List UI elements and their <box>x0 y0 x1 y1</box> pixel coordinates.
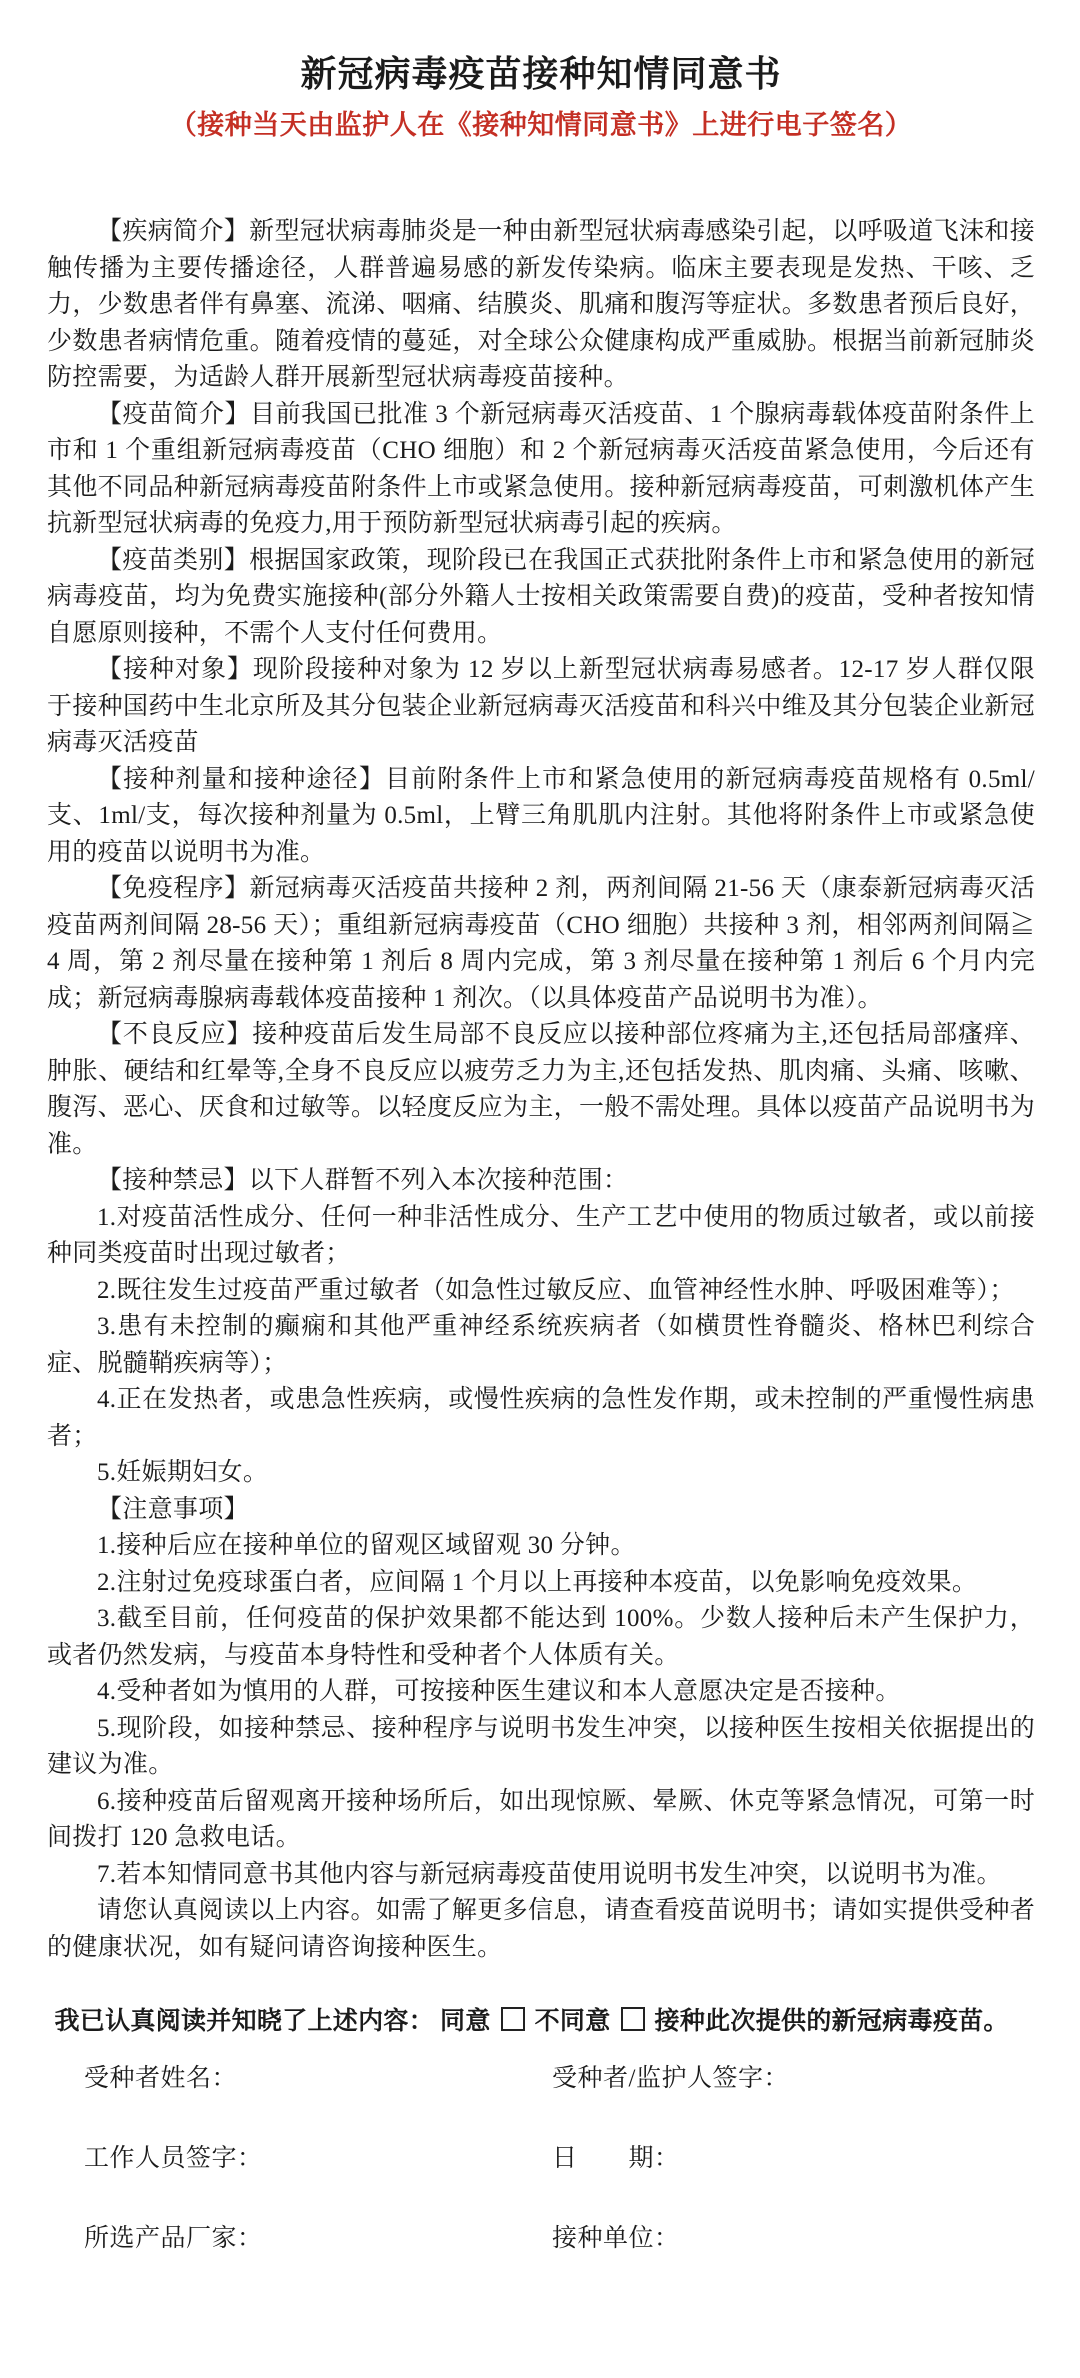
vaccination-unit-label[interactable]: 接种单位： <box>552 2225 680 2252</box>
para-precaution-3: 3.截至目前，任何疫苗的保护效果都不能达到 100%。少数人接种后未产生保护力，或者仍然发病，与疫苗本身特性和受种者个人体质有关。 <box>47 1605 1035 1669</box>
document-subtitle: （接种当天由监护人在《接种知情同意书》上进行电子签名） <box>169 110 913 140</box>
selected-product-manufacturer-label[interactable]: 所选产品厂家： <box>84 2225 263 2252</box>
para-contraindication-3: 3.患有未控制的癫痫和其他严重神经系统疾病者（如横贯性脊髓炎、格林巴利综合症、脱髓鞘疾病等）； <box>47 1313 1035 1377</box>
staff-signature-label[interactable]: 工作人员签字： <box>84 2145 263 2172</box>
para-precaution-4: 4.受种者如为慎用的人群，可按接种医生建议和本人意愿决定是否接种。 <box>97 1678 901 1705</box>
disagree-checkbox[interactable] <box>621 2007 645 2031</box>
para-contraindication-5: 5.妊娠期妇女。 <box>97 1459 269 1486</box>
signature-section <box>47 2058 1035 2298</box>
disagree-label: 不同意 <box>534 2008 611 2035</box>
para-vaccine-intro: 【疫苗简介】目前我国已批准 3 个新冠病毒灭活疫苗、1 个腺病毒载体疫苗附条件上市和 1 个重组新冠病毒疫苗（CHO 细胞）和 2 个新冠病毒灭活疫苗紧急使用，今后还有其他不同品种新冠病毒疫苗附条件上市或紧急使用。接种新冠病毒疫苗，可刺激机体产生抗新型冠状病毒的免疫力,用于预防新型冠状病毒引起的疾病。 <box>47 400 1035 537</box>
para-closing-note: 请您认真阅读以上内容。如需了解更多信息，请查看疫苗说明书；请如实提供受种者的健康状况，如有疑问请咨询接种医生。 <box>47 1897 1035 1961</box>
para-precaution-6: 6.接种疫苗后留观离开接种场所后，如出现惊厥、晕厥、休克等紧急情况，可第一时间拨打 120 急救电话。 <box>47 1787 1035 1851</box>
para-precaution-2: 2.注射过免疫球蛋白者，应间隔 1 个月以上再接种本疫苗，以免影响免疫效果。 <box>97 1568 978 1596</box>
agree-label: 同意 <box>440 2008 491 2035</box>
para-precaution-1: 1.接种后应在接种单位的留观区域留观 30 分钟。 <box>97 1532 636 1559</box>
para-contraindications-header: 【接种禁忌】以下人群暂不列入本次接种范围： <box>97 1167 629 1194</box>
para-target-population: 【接种对象】现阶段接种对象为 12 岁以上新型冠状病毒易感者。12-17 岁人群仅限于接种国药中生北京所及其分包装企业新冠病毒灭活疫苗和科兴中维及其分包装企业新冠病毒灭活疫苗 <box>47 656 1035 756</box>
para-adverse-reactions: 【不良反应】接种疫苗后发生局部不良反应以接种部位疼痛为主,还包括局部瘙痒、肿胀、硬结和红晕等,全身不良反应以疲劳乏力为主,还包括发热、肌肉痛、头痛、咳嗽、腹泻、恶心、厌食和过敏等。以轻度反应为主，一般不需处理。具体以疫苗产品说明书为准。 <box>47 1021 1035 1158</box>
signature-row-1 <box>47 2058 1035 2090</box>
para-immunization-schedule: 【免疫程序】新冠病毒灭活疫苗共接种 2 剂，两剂间隔 21-56 天（康泰新冠病毒灭活疫苗两剂间隔 28-56 天）；重组新冠病毒疫苗（CHO 细胞）共接种 3 剂，相邻两剂间隔≧ 4 周，第 2 剂尽量在接种第 1 剂后 8 周内完成，第 3 剂尽量在接种第 1 剂后 6 个月内完成；新冠病毒腺病毒载体疫苗接种 1 剂次。（以具体疫苗产品说明书为准）。 <box>47 875 1035 1012</box>
agree-checkbox[interactable] <box>501 2007 525 2031</box>
date-label[interactable]: 日 期： <box>552 2145 680 2172</box>
document-title: 新冠病毒疫苗接种知情同意书 <box>300 54 782 94</box>
signature-row-2 <box>47 2138 1035 2170</box>
recipient-guardian-signature-label[interactable]: 受种者/监护人签字： <box>552 2065 789 2092</box>
para-contraindication-1: 1.对疫苗活性成分、任何一种非活性成分、生产工艺中使用的物质过敏者，或以前接种同类疫苗时出现过敏者； <box>47 1203 1035 1267</box>
para-precaution-7: 7.若本知情同意书其他内容与新冠病毒疫苗使用说明书发生冲突，以说明书为准。 <box>97 1860 1002 1888</box>
para-disease-intro: 【疾病简介】新型冠状病毒肺炎是一种由新型冠状病毒感染引起，以呼吸道飞沫和接触传播为主要传播途径，人群普遍易感的新发传染病。临床主要表现是发热、干咳、乏力，少数患者伴有鼻塞、流涕、咽痛、结膜炎、肌痛和腹泻等症状。多数患者预后良好，少数患者病情危重。随着疫情的蔓延，对全球公众健康构成严重威胁。根据当前新冠肺炎防控需要，为适龄人群开展新型冠状病毒疫苗接种。 <box>47 218 1035 391</box>
recipient-name-label[interactable]: 受种者姓名： <box>84 2065 238 2092</box>
document-body <box>47 214 1035 1966</box>
para-contraindication-4: 4.正在发热者，或患急性疾病，或慢性疾病的急性发作期，或未控制的严重慢性病患者； <box>47 1386 1035 1450</box>
para-vaccine-category: 【疫苗类别】根据国家政策，现阶段已在我国正式获批附条件上市和紧急使用的新冠病毒疫苗，均为免费实施接种(部分外籍人士按相关政策需要自费)的疫苗，受种者按知情自愿原则接种，不需个人支付任何费用。 <box>47 546 1035 647</box>
para-dose-and-route: 【接种剂量和接种途径】目前附条件上市和紧急使用的新冠病毒疫苗规格有 0.5ml/支、1ml/支，每次接种剂量为 0.5ml，上臂三角肌肌内注射。其他将附条件上市或紧急使用的疫苗以说明书为准。 <box>47 765 1035 866</box>
para-precautions-header: 【注意事项】 <box>97 1495 249 1523</box>
signature-row-3 <box>47 2218 1035 2250</box>
consent-statement <box>47 2003 1035 2040</box>
para-precaution-5: 5.现阶段，如接种禁忌、接种程序与说明书发生冲突，以接种医生按相关依据提出的建议为准。 <box>47 1714 1035 1778</box>
consent-prefix: 我已认真阅读并知晓了上述内容： <box>54 2008 435 2035</box>
consent-suffix: 接种此次提供的新冠病毒疫苗。 <box>654 2008 1009 2035</box>
para-contraindication-2: 2.既往发生过疫苗严重过敏者（如急性过敏反应、血管神经性水肿、呼吸困难等）； <box>97 1276 1015 1304</box>
